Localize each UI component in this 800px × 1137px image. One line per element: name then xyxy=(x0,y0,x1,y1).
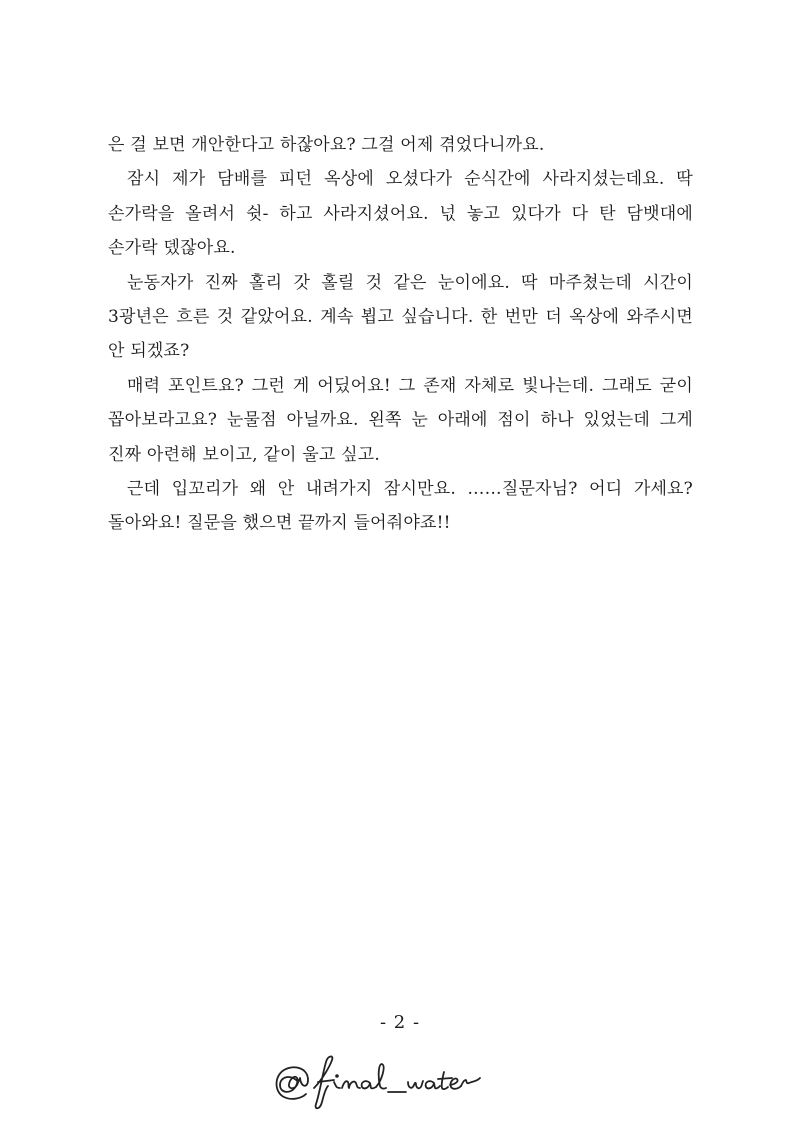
paragraph: 눈동자가 진짜 홀리 갓 홀릴 것 같은 눈이에요. 딱 마주쳤는데 시간이 3광년은 흐른 것 같았어요. 계속 뵙고 싶습니다. 한 번만 더 옥상에 와주시면 안 되겠죠? xyxy=(108,272,693,362)
paragraph: 매력 포인트요? 그런 게 어딨어요! 그 존재 자체로 빛나는데. 그래도 굳이 꼽아보라고요? 눈물점 아닐까요. 왼쪽 눈 아래에 점이 하나 있었는데 그게 진짜 아련해 보이고, 같이 울고 싶고. xyxy=(108,375,693,465)
paragraph: 은 걸 보면 개안한다고 하잖아요? 그걸 어제 겪었다니까요. xyxy=(108,135,545,155)
paragraph: 잠시 제가 담배를 피던 옥상에 오셨다가 순식간에 사라지셨는데요. 딱 손가락을 올려서 쉿- 하고 사라지셨어요. 넋 놓고 있다가 다 탄 담뱃대에 손가락 뎄잖아요. xyxy=(108,169,693,259)
paragraph: 근데 입꼬리가 왜 안 내려가지 잠시만요. ……질문자님? 어디 가세요? 돌아와요! 질문을 했으면 끝까지 들어줘야죠!! xyxy=(108,479,693,534)
body-text xyxy=(108,128,693,541)
page-number: - 2 - xyxy=(379,1012,421,1033)
signature-handwritten xyxy=(270,1052,530,1112)
